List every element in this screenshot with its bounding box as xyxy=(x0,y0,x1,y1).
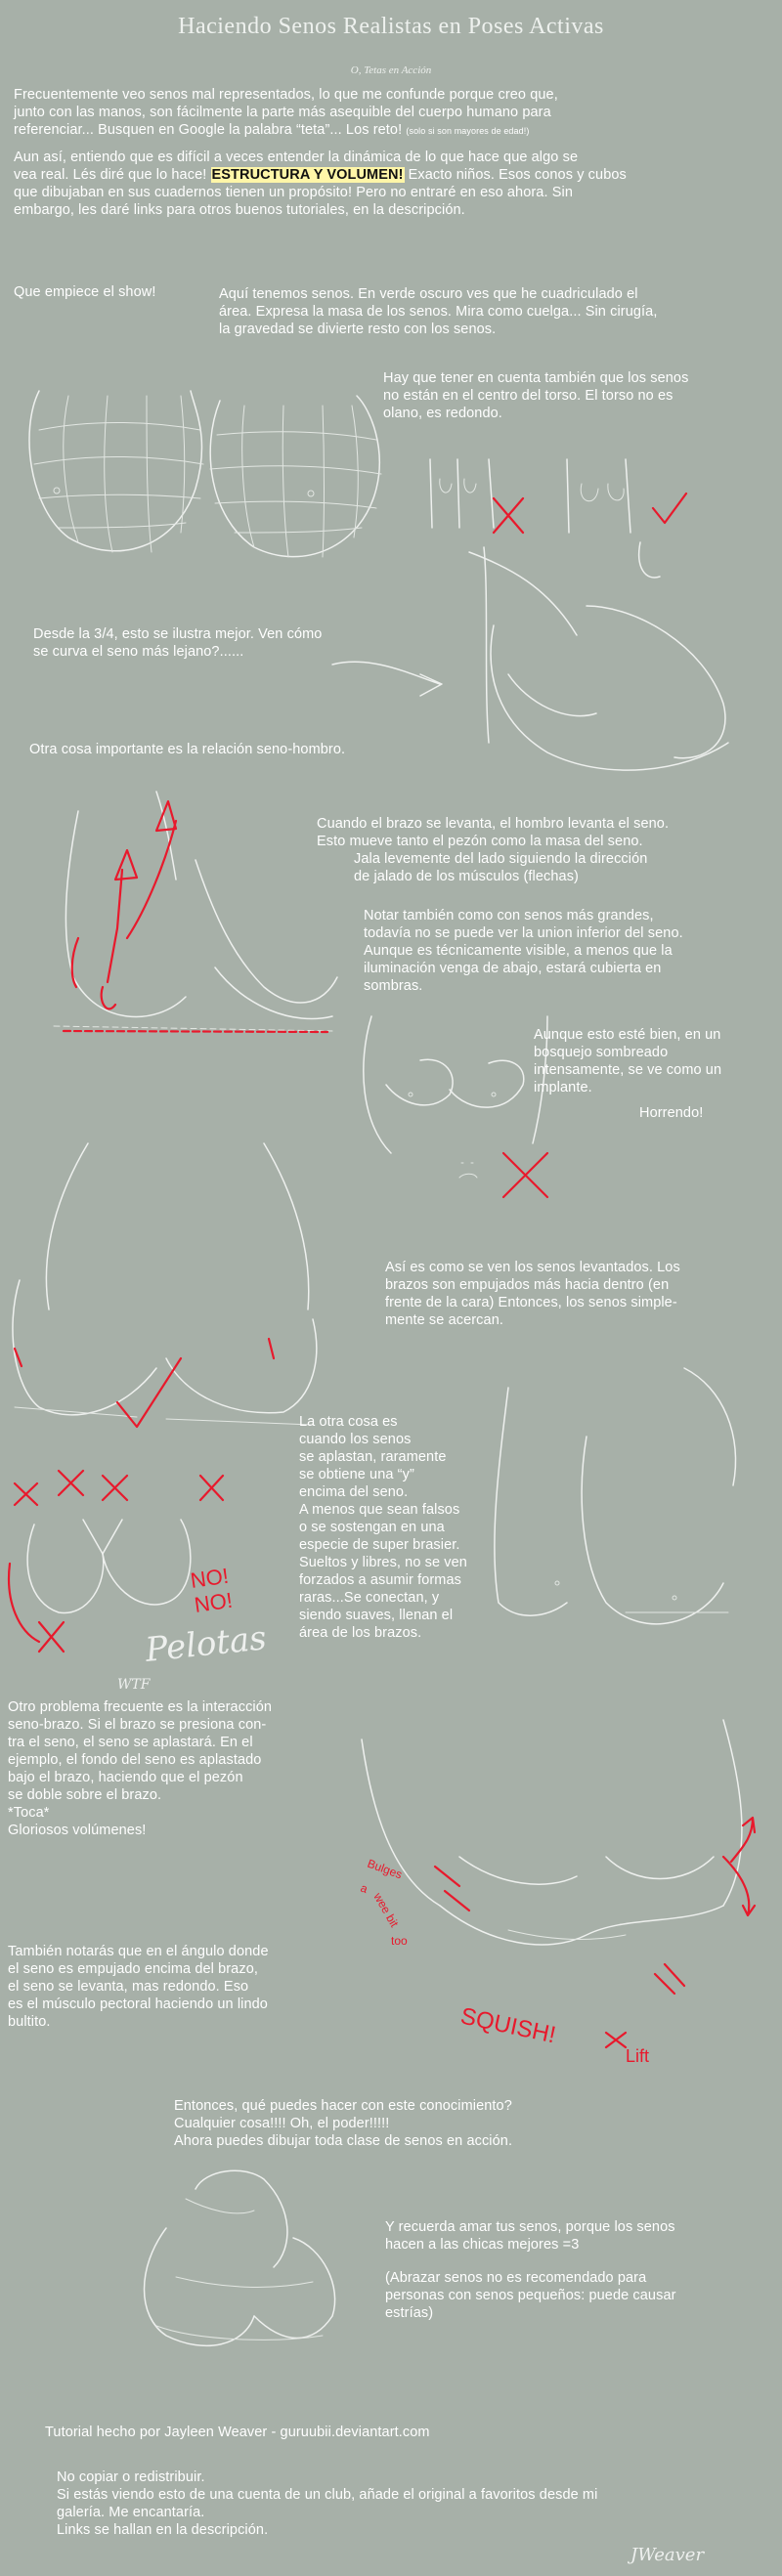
arm-raise-line-2: Esto mueve tanto el pezón como la masa del seno. xyxy=(317,834,643,849)
implant-line-3: intensamente, se ve como un xyxy=(534,1062,722,1078)
pelotas-annotation: Pelotas xyxy=(143,1618,269,1670)
no-annotation-2: NO! xyxy=(193,1587,235,1617)
lifted-line-4: mente se acercan. xyxy=(385,1312,503,1328)
large-breasts-line-3: Aunque es técnicamente visible, a menos que la xyxy=(364,943,673,959)
large-breasts-line-2: todavía no se puede ver la union inferior del seno. xyxy=(364,925,683,941)
love-line-1: Y recuerda amar tus senos, porque los senos xyxy=(385,2219,675,2235)
knowledge-line-2: Cualquier cosa!!!! Oh, el poder!!!!! xyxy=(174,2116,390,2131)
paragraph-2-line-4: embargo, les daré links para otros buenos tutoriales, en la descripción. xyxy=(14,202,465,218)
arm-raise-line-4: de jalado de los músculos (flechas) xyxy=(354,869,579,884)
arm-interaction-line-2: seno-brazo. Si el brazo se presiona con- xyxy=(8,1717,267,1733)
squash-line-11: raras...Se conectan, y xyxy=(299,1590,440,1606)
paragraph-2-line-2-tail: Exacto niños. Esos conos y cubos xyxy=(408,167,627,183)
signature: JWeaver xyxy=(630,2545,705,2565)
implant-line-2: bosquejo sombreado xyxy=(534,1045,669,1060)
pectoral-line-2: el seno es empujado encima del brazo, xyxy=(8,1961,258,1977)
torso-centering-sketch xyxy=(430,459,686,578)
arm-interaction-line-6: se doble sobre el brazo. xyxy=(8,1787,162,1803)
squash-line-13: área de los brazos. xyxy=(299,1625,422,1641)
footer-line-2: Si estás viendo esto de una cuenta de un club, añade el original a favoritos desde mi xyxy=(57,2487,598,2503)
grid-paragraph-line-2: área. Expresa la masa de los senos. Mira como cuelga... Sin cirugía, xyxy=(219,304,658,320)
implant-line-1: Aunque esto esté bien, en un xyxy=(534,1027,721,1043)
intro-line-2: junto con las manos, son fácilmente la parte más asequible del cuerpo humano para xyxy=(14,105,551,120)
hugging-figure-sketch xyxy=(145,2170,335,2345)
arm-interaction-line-3: tra el seno, el seno se aplastará. En el xyxy=(8,1735,253,1750)
arm-raise-line-3: Jala levemente del lado siguiendo la dirección xyxy=(354,851,648,867)
squash-line-10: forzados a asumir formas xyxy=(299,1572,461,1588)
squash-line-12: siendo suaves, llenan el xyxy=(299,1608,454,1623)
pectoral-line-4: es el músculo pectoral haciendo un lindo xyxy=(8,1996,268,2012)
lifted-breasts-sketch xyxy=(495,1368,736,1624)
squash-line-2: cuando los senos xyxy=(299,1432,412,1447)
large-breasts-line-4: iluminación venga de abajo, estará cubierta en xyxy=(364,961,662,976)
knowledge-line-1: Entonces, qué puedes hacer con este conocimiento? xyxy=(174,2098,512,2114)
arm-raise-line-1: Cuando el brazo se levanta, el hombro levanta el seno. xyxy=(317,816,670,832)
three-quarter-torso-sketch xyxy=(332,547,728,770)
squash-line-9: Sueltos y libres, no se ven xyxy=(299,1555,467,1570)
page-subtitle: O, Tetas en Acción xyxy=(350,64,432,76)
lifted-line-2: brazos son empujados más hacia dentro (en xyxy=(385,1277,670,1293)
pectoral-line-5: bultito. xyxy=(8,2014,51,2030)
page-title: Haciendo Senos Realistas en Poses Activas xyxy=(178,14,604,39)
arm-interaction-line-1: Otro problema frecuente es la interacción xyxy=(8,1699,273,1715)
intro-line-1: Frecuentemente veo senos mal representados, lo que me confunde porque creo que, xyxy=(14,87,558,103)
shoulder-relation-text: Otra cosa importante es la relación seno-hombro. xyxy=(29,742,346,757)
lift-annotation: Lift xyxy=(626,2046,650,2066)
a-annotation: a xyxy=(358,1880,370,1897)
no-annotation-1: NO! xyxy=(189,1563,231,1593)
love-line-2: hacen a las chicas mejores =3 xyxy=(385,2237,580,2253)
raised-arms-sketch xyxy=(13,1143,317,1427)
three-quarter-line-2: se curva el seno más lejano?...... xyxy=(33,644,244,660)
squash-line-3: se aplastan, raramente xyxy=(299,1449,447,1465)
bit-annotation: wee bit xyxy=(370,1890,402,1930)
squish-annotation: SQUISH! xyxy=(457,2002,558,2049)
paragraph-2-line-1: Aun así, entiendo que es difícil a veces entender la dinámica de lo que hace que algo se xyxy=(14,150,579,165)
center-paragraph-line-2: no están en el centro del torso. El torso no es xyxy=(383,388,673,404)
arm-breast-squish-sketch xyxy=(362,1720,755,2047)
structure-volume-highlight: ESTRUCTURA Y VOLUMEN! xyxy=(211,167,404,183)
y-shape-bad-sketch xyxy=(9,1471,223,1652)
footer-line-3: galería. Me encantaría. xyxy=(57,2505,205,2520)
show-start-text: Que empiece el show! xyxy=(14,284,156,300)
squash-line-1: La otra cosa es xyxy=(299,1414,398,1430)
footer-line-4: Links se hallan en la descripción. xyxy=(57,2522,269,2538)
implant-line-4: implante. xyxy=(534,1080,592,1095)
lifted-line-3: frente de la cara) Entonces, los senos simple- xyxy=(385,1295,677,1310)
arm-interaction-line-4: ejemplo, el fondo del seno es aplastado xyxy=(8,1752,262,1768)
knowledge-line-3: Ahora puedes dibujar toda clase de senos en acción. xyxy=(174,2133,513,2149)
lifted-line-1: Así es como se ven los senos levantados. Los xyxy=(385,1260,680,1275)
large-breasts-line-1: Notar también como con senos más grandes, xyxy=(364,908,654,923)
center-paragraph-line-3: olano, es redondo. xyxy=(383,406,502,421)
hug-note-line-2: personas con senos pequeños: puede causar xyxy=(385,2288,676,2303)
center-paragraph-line-1: Hay que tener en cuenta también que los senos xyxy=(383,370,689,386)
squash-line-7: o se sostengan en una xyxy=(299,1520,445,1535)
hug-note-line-3: estrías) xyxy=(385,2305,434,2321)
squash-line-4: se obtiene una “y” xyxy=(299,1467,414,1482)
squash-line-8: especie de super brasier. xyxy=(299,1537,460,1553)
squash-line-5: encima del seno. xyxy=(299,1484,409,1500)
gridded-breast-left-sketch xyxy=(29,391,203,552)
arm-interaction-line-7: *Toca* xyxy=(8,1805,50,1821)
squash-line-6: A menos que sean falsos xyxy=(299,1502,460,1518)
grid-paragraph-line-1: Aquí tenemos senos. En verde oscuro ves que he cuadriculado el xyxy=(219,286,638,302)
bulges-annotation: Bulges xyxy=(365,1856,405,1882)
arm-interaction-line-8: Gloriosos volúmenes! xyxy=(8,1823,147,1838)
horrendo-text: Horrendo! xyxy=(639,1105,704,1121)
too-annotation: too xyxy=(391,1934,408,1948)
author-credit: Tutorial hecho por Jayleen Weaver - guruubii.deviantart.com xyxy=(45,2425,430,2440)
hug-note-line-1: (Abrazar senos no es recomendado para xyxy=(385,2270,647,2286)
three-quarter-line-1: Desde la 3/4, esto se ilustra mejor. Ven cómo xyxy=(33,626,323,642)
paragraph-2-line-3: que dibujaban en sus cuadernos tienen un propósito! Pero no entraré en eso ahora. Sin xyxy=(14,185,573,200)
intro-age-note: (solo si son mayores de edad!) xyxy=(406,126,530,136)
pectoral-line-1: También notarás que en el ángulo donde xyxy=(8,1944,269,1959)
large-breasts-line-5: sombras. xyxy=(364,978,423,994)
implant-sketch xyxy=(364,1016,547,1197)
wtf-annotation: WTF xyxy=(117,1677,151,1693)
grid-paragraph-line-3: la gravedad se divierte resto con los senos. xyxy=(219,322,497,337)
shoulder-breast-sketch xyxy=(54,792,337,1032)
footer-line-1: No copiar o redistribuir. xyxy=(57,2469,205,2485)
gridded-breast-right-sketch xyxy=(210,396,381,557)
pectoral-line-3: el seno se levanta, mas redondo. Eso xyxy=(8,1979,249,1995)
paragraph-2-line-2-text: vea real. Lés diré que lo hace! xyxy=(14,167,207,183)
intro-line-3-text: referenciar... Busquen en Google la palabra “teta”... Los reto! xyxy=(14,122,403,138)
arm-interaction-line-5: bajo el brazo, haciendo que el pezón xyxy=(8,1770,243,1785)
